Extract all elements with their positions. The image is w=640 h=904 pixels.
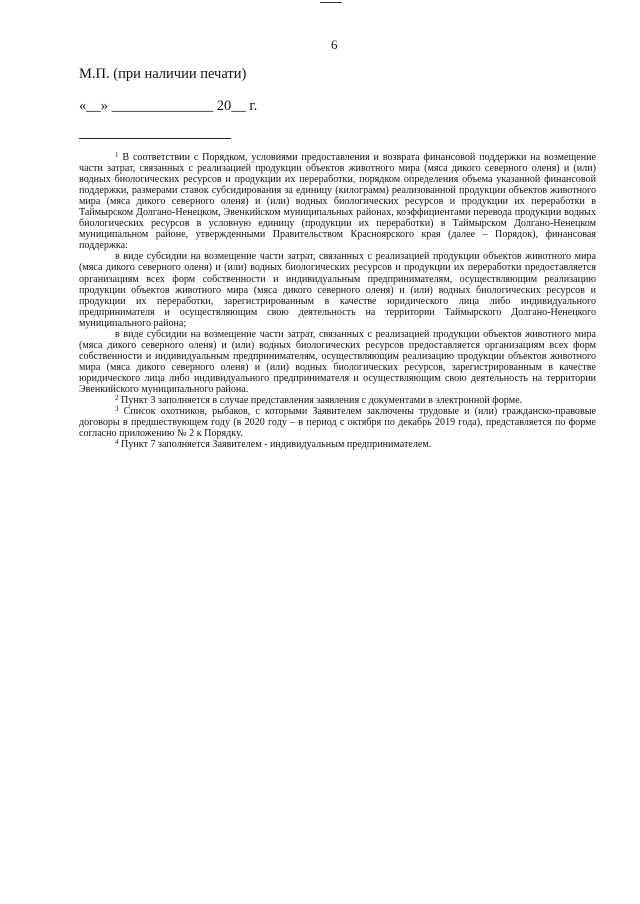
date-line: «__» ______________ 20__ г.	[79, 98, 258, 114]
footnote-2	[79, 395, 596, 406]
footnote-mark: 4	[115, 438, 119, 447]
footnote-1-paragraph-3	[79, 329, 596, 395]
footnote-text: Пункт 3 заполняется в случае представления заявления с документами в электронной форме.	[121, 395, 523, 407]
footnote-4	[79, 439, 596, 450]
stamp-label: М.П. (при наличии печати)	[79, 66, 247, 82]
footnote-mark: 3	[115, 405, 119, 414]
footnotes	[79, 152, 596, 450]
footnote-text: Пункт 7 заполняется Заявителем - индивидуальным предпринимателем.	[121, 439, 432, 451]
footnote-text: в виде субсидии на возмещение части затрат, связанных с реализацией продукции объектов животного мира (мяса дикого северного оленя) и (или) водных биологических ресурсов предоставляется организациям всех форм собственности и индивидуальным предпринимателям, осуществляющим реализацию продукции объектов животного мира (мяса дикого северного оленя) и (или) водных биологических ресурсов, зарегистрированным в качестве юридического лица либо индивидуального предпринимателя и осуществляющим свою деятельность на территории Эвенкийского муниципального района.	[79, 328, 596, 395]
footnote-mark: 1	[115, 151, 119, 159]
footnote-text: В соответствии с Порядком, условиями предоставления и возврата финансовой поддержки на возмещение части затрат, связанных с реализацией продукции объектов животного мира (мяса дикого северного оленя) и (или) водных биологических ресурсов и продукции их переработки, порядком определения объема указанной финансовой поддержки, размерами ставок субсидирования за единицу (килограмм) реализованной продукции объектов животного мира (мяса дикого северного оленя) и (или) водных биологических ресурсов и продукции их переработки в Таймырском Долгано-Ненецком, Эвенкийском муниципальных районах, коэффициентами перевода продукции водных биологических ресурсов в условную единицу (продукции их переработки) в Таймырском Долгано-Ненецком муниципальном районе, утвержденными Правительством Красноярского края (далее – Порядок), финансовая поддержка:	[79, 152, 596, 252]
footnote-1	[79, 152, 596, 251]
page-number: 6	[331, 37, 338, 52]
footnote-1-paragraph-2	[79, 251, 596, 328]
footnote-3	[79, 406, 596, 439]
footnote-text: Список охотников, рыбаков, с которыми Заявителем заключены трудовые и (или) гражданско-правовые договоры в предшествующем году (в 2020 году – в период с октября по декабрь 2019 года), представляется по форме согласно приложению № 2 к Порядку.	[79, 406, 596, 440]
footnote-text: в виде субсидии на возмещение части затрат, связанных с реализацией продукции объектов животного мира (мяса дикого северного оленя) и (или) водных биологических ресурсов и продукции их переработки предоставляется организациям всех форм собственности и индивидуальным предпринимателям, осуществляющим реализацию продукции объектов животного мира (мяса дикого северного оленя) и (или) водных биологических ресурсов и продукции их переработки, зарегистрированным в качестве юридического лица либо индивидуального предпринимателя и осуществляющим свою деятельность на территории Таймырского Долгано-Ненецкого муниципального района;	[79, 251, 596, 329]
top-edge-mark	[320, 2, 342, 3]
footnote-mark: 2	[115, 394, 119, 403]
footnote-separator	[79, 138, 231, 139]
